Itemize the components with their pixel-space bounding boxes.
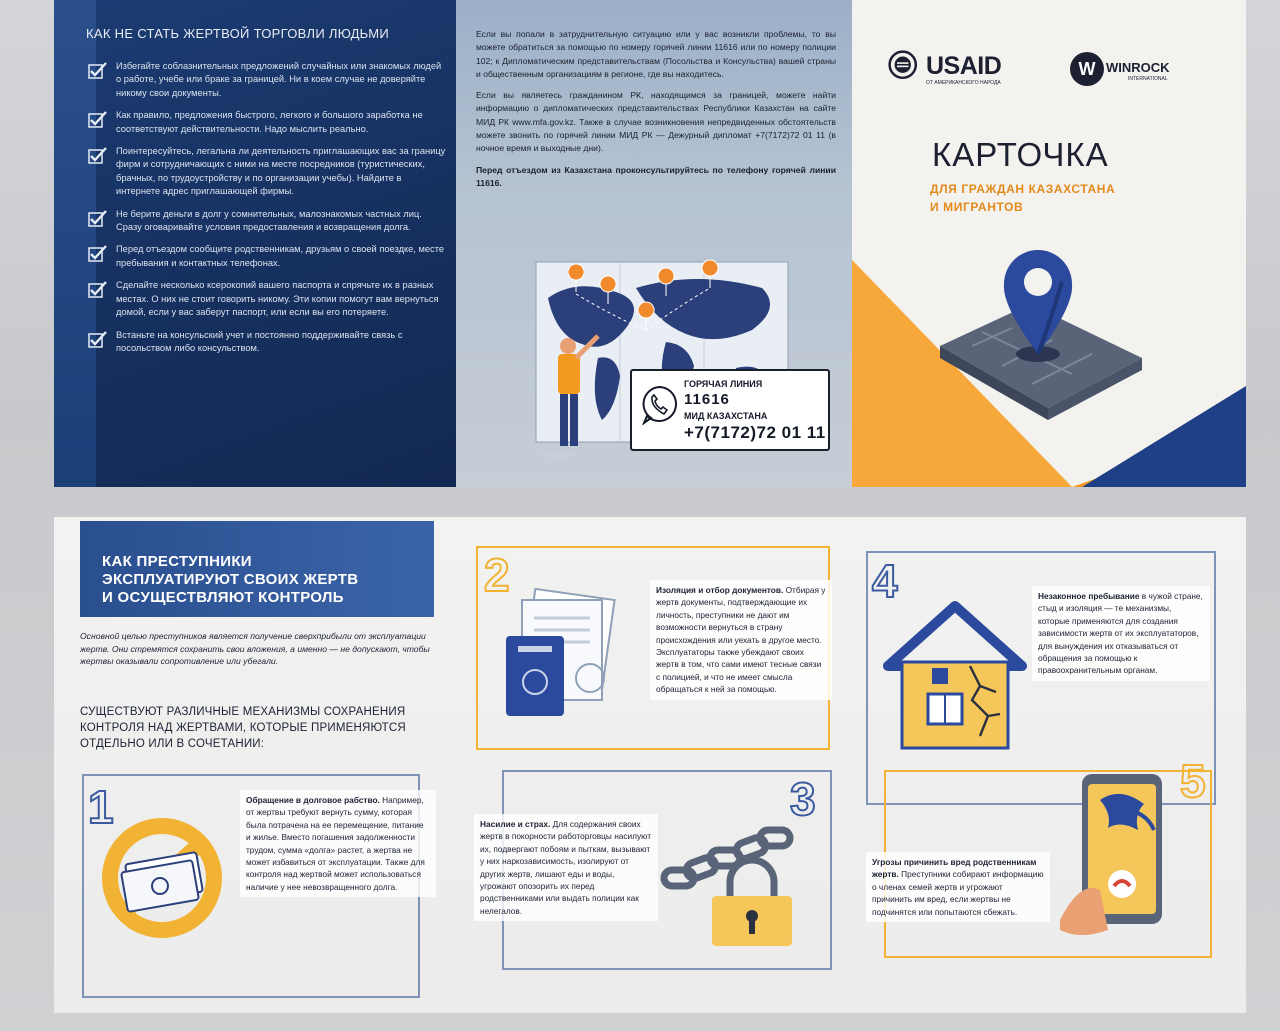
section-title-line: КАК ПРЕСТУПНИКИ [102,553,252,570]
mfa-label: МИД КАЗАХСТАНА [684,411,768,421]
checkmark-icon [88,209,108,227]
list-item [86,243,448,270]
list-item-text: Встаньте на консульский учет и постоянно поддерживайте связь с посольством либо консульством. [116,329,403,353]
card-number: 2 [484,549,510,601]
card-body: Например, от жертвы требуют вернуть сумму, которая была потрачена на ее перемещение, питание и жилье. Вместо погашения задолженности трудом, сумма «долга» растет, а жертва не может избавиться от эксплуатации. Также для контроля над жертвой может использоваться наличие у нее невозвращенного долга. [246,795,425,892]
card-body: Для содержания своих жертв в покорности работорговцы насилуют их, подвергают побоям и пыткам, вызывают у них наркозависимость, изолируют от других жертв, лишают еды и воды, угрожают опозорить их перед родственниками или выдать полиции как нелегалов. [480,819,652,916]
card-body: Преступники собирают информацию о членах семей жертв и угрожают причинить им вред, если жертвы не подчинятся или попытаются сбежать. [872,869,1044,917]
usaid-seal-logo [888,50,924,86]
card-number: 3 [790,773,816,825]
phone-icon [640,385,678,425]
list-item [86,145,448,199]
card-text [240,790,436,897]
usaid-logo: USAID [926,52,1002,80]
list-item [86,208,448,235]
broken-house-icon [880,596,1030,756]
card-text [650,580,832,700]
card-number: 1 [88,781,114,833]
card-text [1032,586,1210,681]
help-paragraph: Если вы являетесь гражданином РК, находящимся за границей, можете найти информацию о дипломатических представительствах Республики Казахстан на сайте МИД РК www.mfa.gov.kz. Также в случае возникновения непредвиденных обстоятельств можете звонить по горячей линии МИД РК — Дежурный дипломат +7(7172)72 01 11 (в ночное время и выходные дни). [476,90,836,154]
checkmark-icon [88,110,108,128]
phone-threat-icon [1060,770,1190,940]
section-intro: Основной целью преступников является получение сверхприбыли от эксплуатации жертв. Они стремятся сохранить свои вложения, а именно — не допускают, чтобы жертвы оказывали сопротивление или убегали. [80,631,430,666]
prevention-list [86,60,448,364]
passport-documents-icon [498,588,638,728]
list-item-text: Не берите деньги в долг у сомнительных, малознакомых частных лиц. Сразу оговаривайте условия предоставления и возвращения долга. [116,208,422,233]
hotline-label: ГОРЯЧАЯ ЛИНИЯ [684,379,763,389]
section-title-line: ЭКСПЛУАТИРУЮТ СВОИХ ЖЕРТВ [102,571,359,588]
winrock-logo: WINROCK [1106,60,1170,75]
card-body: Отбирая у жертв документы, подтверждающие их личность, преступники не дают им возможности вернуться в страну происхождения или уехать в другое место. Эксплуататоры также убеждают своих жертв в том, что сами имеют тесные связи с полицией, и что не имеет смысла обращаться к ней за помощью. [656,585,826,695]
section-mechanisms-heading: СУЩЕСТВУЮТ РАЗЛИЧНЫЕ МЕХАНИЗМЫ СОХРАНЕНИЯ КОНТРОЛЯ НАД ЖЕРТВАМИ, КОТОРЫЕ ПРИМЕНЯЮТСЯ ОТДЕЛЬНО ИЛИ В СОЧЕТАНИИ: [80,706,406,750]
winrock-tagline: INTERNATIONAL [1128,76,1168,82]
list-item-text: Сделайте несколько ксерокопий вашего паспорта и спрячьте их в разных местах. О них не стоит говорить никому. Эти копии помогут вам вернуться домой, если у вас заберут паспорт, или если вы его потеряете. [116,280,439,318]
card-text [474,814,658,921]
list-item [86,60,448,100]
winrock-logo-mark: W [1070,52,1104,86]
usaid-tagline: ОТ АМЕРИКАНСКОГО НАРОДА [926,80,1001,86]
list-item [86,329,448,356]
help-paragraph: Если вы попали в затруднительную ситуацию или у вас возникли проблемы, то вы можете обратиться за помощью по номеру горячей линии 11616 или по номеру полиции 102; к Дипломатическим представительствам (Посольства и Консульства) вашей страны и общественным организациям в регионе, где вы находитесь. [476,29,836,79]
cover-title: КАРТОЧКА [932,136,1109,173]
card-lead: Насилие и страх. [480,819,551,829]
list-item-text: Избегайте соблазнительных предложений случайных или знакомых людей о работе, учебе или браке за границей. Ни в коем случае не доверяйте никому свои документы. [116,61,442,98]
card-lead: Незаконное пребывание [1038,591,1140,601]
checkmark-icon [88,61,108,79]
section-title-box [80,521,434,617]
hotline-card [630,369,830,451]
checkmark-icon [88,330,108,348]
cover-subtitle-2: И МИГРАНТОВ [930,200,1024,214]
chain-lock-icon [660,820,830,950]
help-text [476,28,836,198]
cover-subtitle-1: ДЛЯ ГРАЖДАН КАЗАХСТАНА [930,182,1116,196]
list-item [86,279,448,319]
card-text [866,852,1050,922]
panel-cover [852,0,1246,487]
prevention-title: КАК НЕ СТАТЬ ЖЕРТВОЙ ТОРГОВЛИ ЛЮДЬМИ [86,26,390,41]
section-title-line: И ОСУЩЕСТВЛЯЮТ КОНТРОЛЬ [102,589,344,606]
location-pin-illustration [852,236,1246,487]
debt-money-icon [92,818,232,938]
hotline-number: 11616 [684,391,730,408]
list-item-text: Перед отъездом сообщите родственникам, друзьям о своей поездке, месте пребывания и контактных телефонах. [116,244,445,268]
checkmark-icon [88,146,108,164]
mfa-number: +7(7172)72 01 11 [684,423,826,442]
list-item [86,109,448,136]
checkmark-icon [88,280,108,298]
card-lead: Угрозы причинить вред родственникам жертв. [872,857,1037,880]
card-lead: Изоляция и отбор документов. [656,585,784,595]
card-number: 4 [872,555,898,607]
card-body: в чужой стране, стыд и изоляция — те механизмы, которые применяются для создания зависимости жертв от их эксплуататоров, для вынуждения их отказываться от обращения за помощью к правоохранительным органам. [1038,591,1203,676]
list-item-text: Поинтересуйтесь, легальна ли деятельность приглашающих вас за границу фирм и сотрудничающих с ними на месте посредников (туристических, брачных, по трудоустройству и по организации учебы). Найдите в интернете адрес приглашающей фирмы. [116,146,446,197]
card-lead: Обращение в долговое рабство. [246,795,380,805]
help-paragraph: Перед отъездом из Казахстана проконсультируйтесь по телефону горячей линии 11616. [476,164,836,188]
checkmark-icon [88,244,108,262]
card-number: 5 [1180,755,1206,807]
list-item-text: Как правило, предложения быстрого, легкого и большого заработка не соответствуют действительности. Надо мыслить реально. [116,110,423,134]
